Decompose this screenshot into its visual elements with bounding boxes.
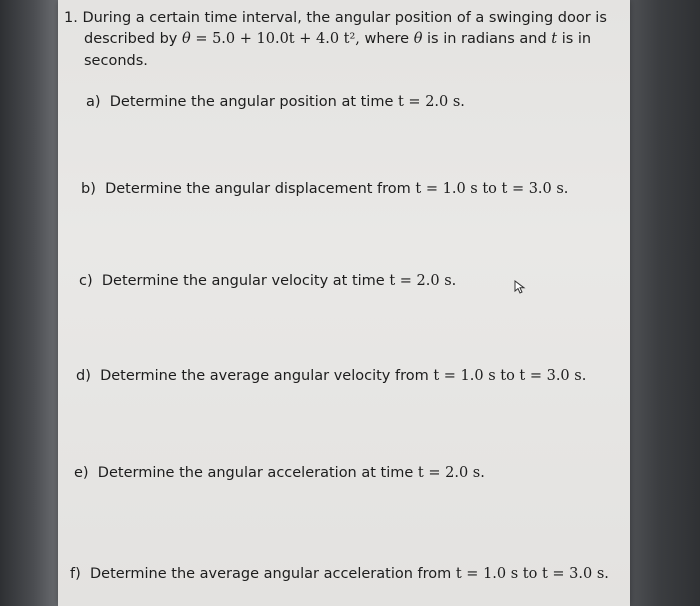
monitor-bezel-right bbox=[620, 0, 700, 606]
t-symbol: t bbox=[551, 31, 558, 47]
theta-symbol: θ bbox=[181, 31, 191, 47]
monitor-bezel-left bbox=[0, 0, 60, 606]
part-e-label: e) bbox=[74, 465, 89, 481]
intro-text-2b: where bbox=[364, 31, 410, 47]
part-d-label: d) bbox=[76, 368, 91, 384]
part-e-text: Determine the angular acceleration at time bbox=[97, 465, 418, 481]
part-b-text: Determine the angular displacement from bbox=[105, 181, 416, 197]
part-b bbox=[81, 181, 568, 197]
part-c bbox=[79, 273, 456, 289]
problem-number: 1. bbox=[64, 10, 78, 26]
part-b-label: b) bbox=[81, 181, 96, 197]
intro-text-2a: described by bbox=[84, 31, 178, 47]
problem-intro-line-1 bbox=[64, 10, 607, 26]
part-c-label: c) bbox=[79, 273, 93, 289]
part-a-label: a) bbox=[86, 94, 101, 110]
position-equation: = 5.0 + 10.0t + 4.0 t², bbox=[190, 31, 365, 47]
part-a bbox=[86, 94, 465, 110]
intro-text-2c: is in radians and bbox=[422, 31, 552, 47]
mouse-pointer-icon bbox=[513, 280, 527, 294]
part-f-label: f) bbox=[70, 566, 81, 582]
part-d bbox=[76, 368, 586, 384]
problem-intro-line-3 bbox=[84, 53, 148, 69]
part-f-text: Determine the average angular acceleration from bbox=[89, 566, 456, 582]
part-a-text: Determine the angular position at time bbox=[109, 94, 398, 110]
part-e bbox=[74, 465, 485, 481]
problem-intro-line-2 bbox=[84, 31, 591, 47]
part-c-text: Determine the angular velocity at time bbox=[101, 273, 390, 289]
part-d-text: Determine the average angular velocity from bbox=[100, 368, 434, 384]
part-f-condition: t = 1.0 s to t = 3.0 s. bbox=[455, 566, 609, 582]
part-c-condition: t = 2.0 s. bbox=[389, 273, 457, 289]
part-b-condition: t = 1.0 s to t = 3.0 s. bbox=[415, 181, 569, 197]
intro-text-1: During a certain time interval, the angular position of a swinging door is bbox=[82, 10, 607, 26]
worksheet-page bbox=[58, 0, 630, 606]
part-e-condition: t = 2.0 s. bbox=[417, 465, 485, 481]
theta-symbol-2: θ bbox=[413, 31, 423, 47]
intro-text-3: seconds. bbox=[84, 53, 148, 69]
intro-text-2d: is in bbox=[557, 31, 592, 47]
part-d-condition: t = 1.0 s to t = 3.0 s. bbox=[433, 368, 587, 384]
part-a-condition: t = 2.0 s. bbox=[398, 94, 465, 110]
part-f bbox=[70, 566, 609, 582]
